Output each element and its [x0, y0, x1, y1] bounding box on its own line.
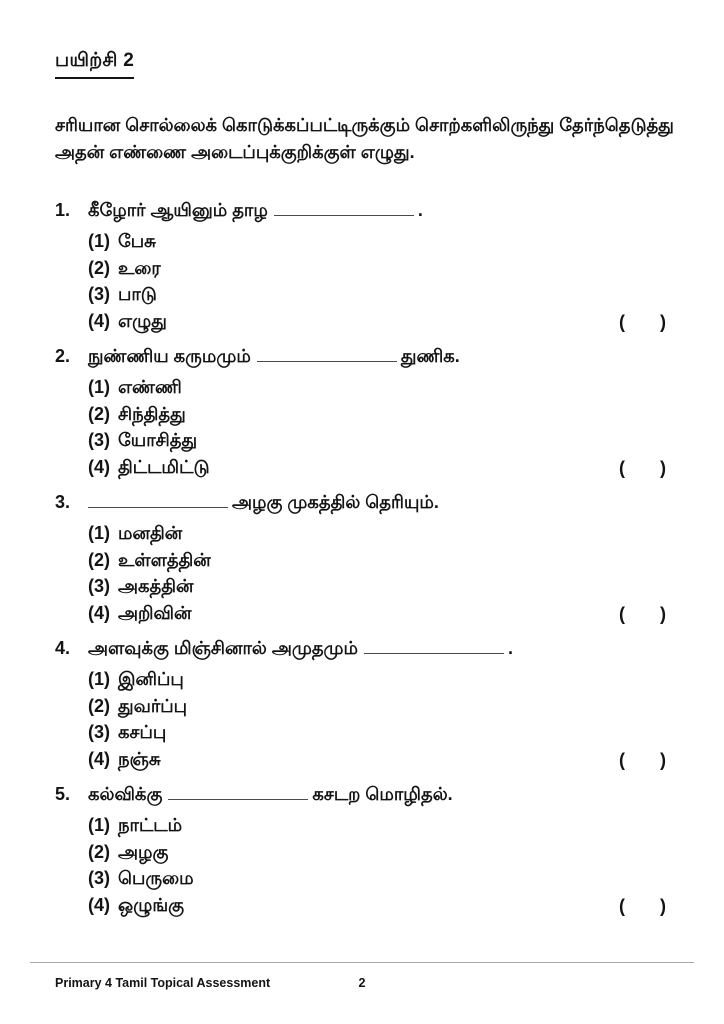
question-3-options [88, 520, 666, 626]
question-text-post: கசடற மொழிதல். [312, 784, 453, 804]
answer-bracket[interactable] [619, 458, 666, 479]
option-label: (4) [88, 310, 110, 331]
option-label: (3) [88, 576, 110, 596]
question-text-post: . [508, 638, 514, 658]
answer-bracket[interactable] [619, 604, 666, 625]
bracket-close: ) [660, 457, 666, 478]
answer-blank[interactable] [274, 206, 414, 216]
question-3-line [55, 489, 666, 515]
question-2 [55, 343, 666, 480]
question-1-options [88, 228, 666, 334]
option [88, 520, 182, 547]
page-number: 2 [358, 976, 366, 990]
question-text-post: அழகு முகத்தில் தெரியும். [232, 492, 439, 512]
option-label: (4) [88, 894, 110, 915]
option [88, 281, 157, 308]
option [88, 719, 166, 746]
option-label: (3) [88, 430, 110, 450]
question-text-post: . [417, 200, 423, 220]
option-text: பேசு [118, 231, 156, 251]
option-label: (2) [88, 403, 110, 424]
option-label: (1) [88, 523, 110, 543]
option [88, 255, 161, 282]
question-text-pre: கல்விக்கு [88, 784, 163, 804]
option-text: உரை [118, 257, 161, 278]
option-label: (1) [88, 231, 110, 251]
option-text: மனதின் [118, 523, 183, 543]
question-text-pre: அளவுக்கு மிஞ்சினால் அமுதமும் [88, 638, 359, 658]
question-3 [55, 489, 666, 626]
bracket-open: ( [619, 311, 625, 332]
option [88, 892, 184, 919]
option [88, 693, 187, 720]
option [88, 228, 156, 255]
bracket-close: ) [660, 603, 666, 624]
option-label: (3) [88, 284, 110, 304]
question-number: 2. [55, 346, 71, 366]
exercise-title: பயிற்சி 2 [55, 50, 134, 79]
question-4-line [55, 635, 666, 661]
instruction-line-2: அதன் எண்ணை அடைப்புக்குறிக்குள் எழுது. [55, 142, 415, 162]
option-label: (1) [88, 377, 110, 397]
option-text: நஞ்சு [118, 748, 161, 769]
option [88, 374, 182, 401]
option-text: நாட்டம் [118, 815, 183, 835]
option-text: அழகு [118, 841, 169, 862]
question-number: 4. [55, 638, 71, 658]
option-label: (3) [88, 868, 110, 888]
option-label: (4) [88, 602, 110, 623]
question-number: 3. [55, 492, 71, 512]
option-label: (2) [88, 549, 110, 570]
option-text: சிந்தித்து [118, 403, 186, 424]
bracket-open: ( [619, 457, 625, 478]
answer-blank[interactable] [88, 498, 228, 508]
option-text: கசப்பு [118, 722, 167, 742]
option-label: (1) [88, 669, 110, 689]
question-1 [55, 197, 666, 334]
question-4 [55, 635, 666, 772]
instructions [55, 112, 674, 166]
option-text: யோசித்து [118, 430, 198, 450]
option [88, 427, 197, 454]
option-text: இனிப்பு [118, 669, 184, 689]
option-text: பெருமை [118, 868, 194, 888]
question-text-pre: கீழோர் ஆயினும் தாழ [88, 200, 268, 220]
option [88, 573, 193, 600]
option [88, 454, 210, 481]
option-label: (4) [88, 456, 110, 477]
option-text: திட்டமிட்டு [118, 456, 210, 477]
option [88, 865, 194, 892]
option-text: ஒழுங்கு [118, 894, 184, 915]
option-label: (2) [88, 841, 110, 862]
answer-bracket[interactable] [619, 896, 666, 917]
question-number: 5. [55, 784, 71, 804]
option-text: பாடு [118, 284, 157, 304]
option-label: (4) [88, 748, 110, 769]
answer-blank[interactable] [364, 644, 504, 654]
question-2-options [88, 374, 666, 480]
footer-title: Primary 4 Tamil Topical Assessment [55, 976, 271, 990]
question-number: 1. [55, 200, 71, 220]
option-text: உள்ளத்தின் [118, 549, 211, 570]
option-text: துவர்ப்பு [118, 695, 188, 716]
bracket-close: ) [660, 311, 666, 332]
option-text: அகத்தின் [118, 576, 194, 596]
option-text: எண்ணி [118, 377, 182, 397]
footer [30, 962, 694, 1007]
option-label: (2) [88, 695, 110, 716]
bracket-open: ( [619, 749, 625, 770]
option-label: (2) [88, 257, 110, 278]
option [88, 600, 191, 627]
question-1-line [55, 197, 666, 223]
question-4-options [88, 666, 666, 772]
question-5-line [55, 781, 666, 807]
bracket-open: ( [619, 603, 625, 624]
bracket-open: ( [619, 895, 625, 916]
bracket-close: ) [660, 749, 666, 770]
question-5-options [88, 812, 666, 918]
question-2-line [55, 343, 666, 369]
option [88, 666, 184, 693]
answer-blank[interactable] [257, 352, 397, 362]
bracket-close: ) [660, 895, 666, 916]
option-text: அறிவின் [118, 602, 192, 623]
question-text-post: துணிக. [400, 346, 460, 366]
instruction-line-1: சரியான சொல்லைக் கொடுக்கப்பட்டிருக்கும் சொற்களிலிருந்து தேர்ந்தெடுத்து [55, 115, 674, 135]
question-5 [55, 781, 666, 918]
option [88, 547, 211, 574]
option-text: எழுது [118, 310, 167, 331]
answer-blank[interactable] [168, 790, 308, 800]
option [88, 308, 167, 335]
option-label: (1) [88, 815, 110, 835]
answer-bracket[interactable] [619, 312, 666, 333]
option [88, 746, 161, 773]
option-label: (3) [88, 722, 110, 742]
option [88, 812, 182, 839]
option [88, 401, 186, 428]
option [88, 839, 168, 866]
answer-bracket[interactable] [619, 750, 666, 771]
question-text-pre: நுண்ணிய கருமமும் [88, 346, 251, 366]
